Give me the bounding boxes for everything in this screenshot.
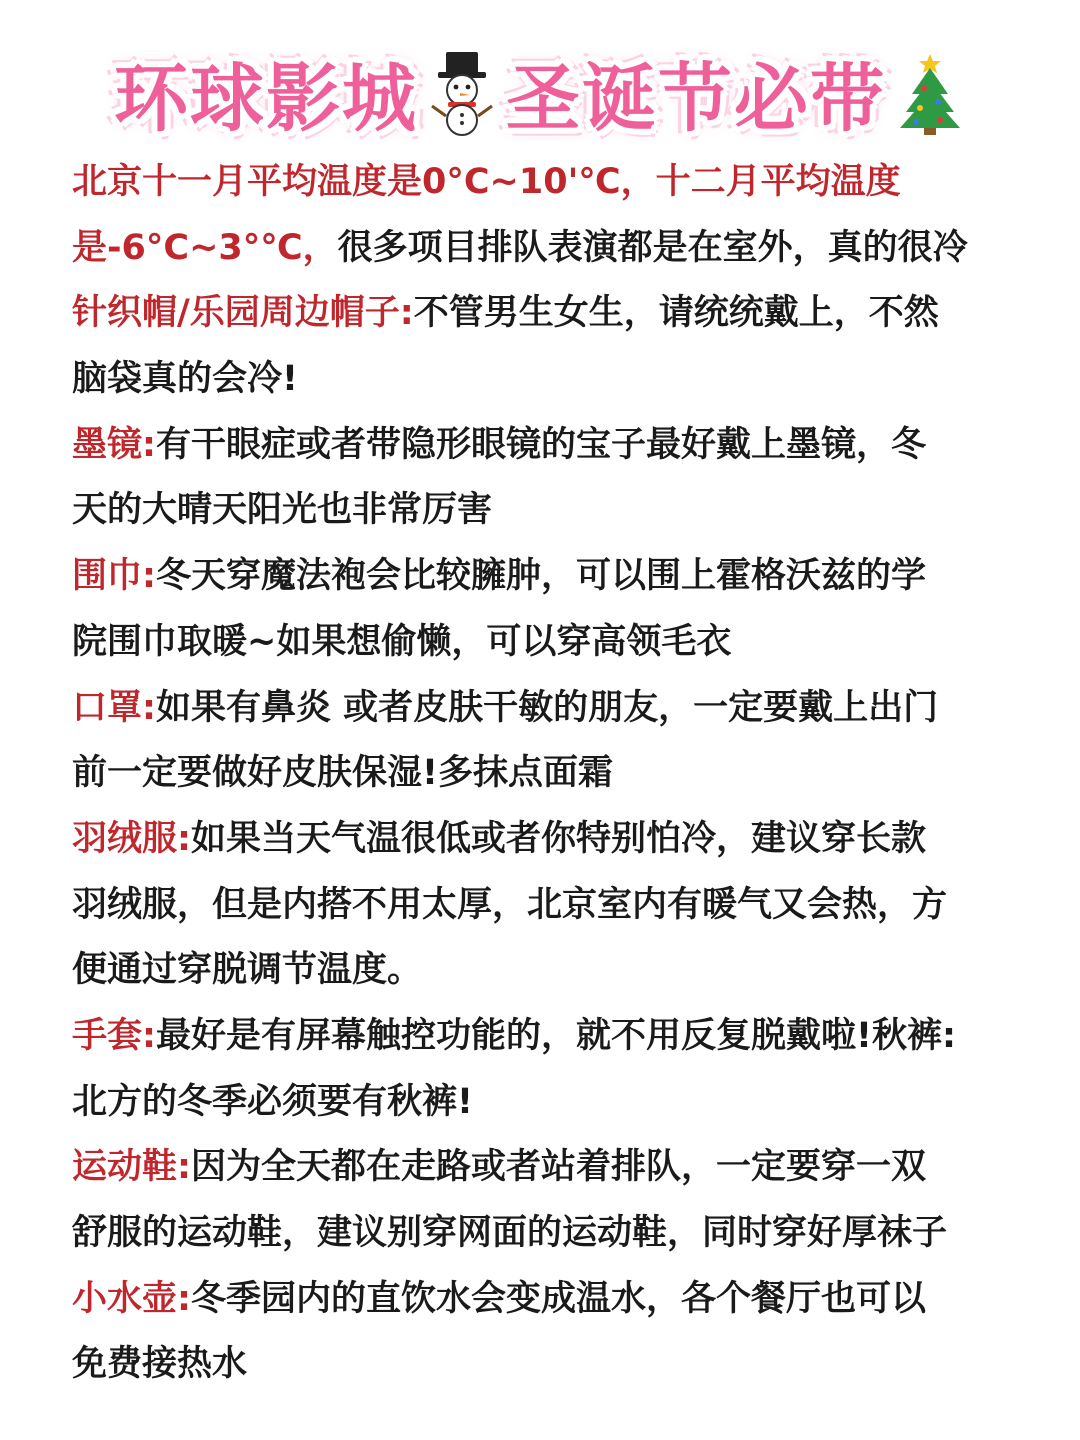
text-line-13: [72, 938, 1032, 1004]
body-text: 不管男生女生，请统统戴上，不然: [413, 293, 939, 334]
keyword: 运动鞋:: [72, 1147, 191, 1188]
christmas-tree-icon: [894, 50, 966, 136]
text-line-9: [72, 676, 1032, 742]
body-text: 前一定要做好皮肤保湿!多抹点面霜: [72, 753, 613, 794]
keyword: 手套:: [72, 1015, 156, 1056]
body-text: 如果当天气温很低或者你特别怕冷，建议穿长款: [191, 818, 927, 859]
body-text: 有干眼症或者带隐形眼镜的宝子最好戴上墨镜，冬: [156, 424, 927, 465]
keyword: 针织帽/乐园周边帽子:: [72, 293, 414, 334]
body-text: 北方的冬季必须要有秋裤!: [72, 1081, 473, 1122]
text-line-4: [72, 347, 1032, 413]
text-line-15: [72, 1070, 1032, 1136]
text-line-10: [72, 741, 1032, 807]
title-part-2: 圣诞节必带: [506, 56, 886, 142]
keyword: 北京十一月平均温度是0°C~10'℃，十二月平均温度: [72, 162, 901, 202]
title-part-1: 环球影城: [114, 56, 418, 142]
text-line-5: [72, 413, 1032, 479]
text-line-2: [72, 216, 1032, 282]
text-line-3: [72, 281, 1032, 347]
text-line-12: [72, 873, 1032, 939]
text-line-18: [72, 1267, 1032, 1333]
text-line-11: [72, 807, 1032, 873]
text-line-14: [72, 1004, 1032, 1070]
body-text: 因为全天都在走路或者站着排队，一定要穿一双: [191, 1147, 927, 1188]
body-text: 很多项目排队表演都是在室外，真的很冷: [337, 227, 968, 268]
body-text: 脑袋真的会冷!: [72, 359, 298, 400]
text-line-1: [72, 150, 1032, 216]
body-text: 舒服的运动鞋，建议别穿网面的运动鞋，同时穿好厚袜子: [72, 1213, 948, 1253]
text-line-19: [72, 1332, 1032, 1398]
body-text: 冬季园内的直饮水会变成温水，各个餐厅也可以: [191, 1278, 927, 1319]
text-line-16: [72, 1135, 1032, 1201]
keyword: 墨镜:: [72, 424, 156, 465]
body-text: 如果有鼻炎 或者皮肤干敏的朋友，一定要戴上出门: [156, 687, 939, 728]
snowman-icon: [426, 50, 498, 136]
text-line-8: [72, 610, 1032, 676]
body-text: 免费接热水: [72, 1344, 248, 1385]
tips-content: [72, 150, 1032, 1398]
title-banner: [0, 38, 1080, 148]
body-text: 冬天穿魔法袍会比较臃肿，可以围上霍格沃兹的学: [156, 556, 927, 597]
keyword: 小水壶:: [72, 1278, 191, 1319]
keyword: 口罩:: [72, 687, 156, 728]
text-line-6: [72, 478, 1032, 544]
text-line-17: [72, 1201, 1032, 1267]
keyword: 羽绒服:: [72, 818, 191, 859]
body-text: 最好是有屏幕触控功能的，就不用反复脱戴啦!秋裤:: [156, 1015, 956, 1056]
text-line-7: [72, 544, 1032, 610]
body-text: 院围巾取暖~如果想偷懒，可以穿高领毛衣: [72, 621, 732, 662]
body-text: 天的大晴天阳光也非常厉害: [72, 490, 493, 531]
keyword: 是-6°C~3°℃，: [72, 227, 338, 268]
keyword: 围巾:: [72, 556, 156, 597]
body-text: 便通过穿脱调节温度。: [72, 950, 423, 991]
body-text: 羽绒服，但是内搭不用太厚，北京室内有暖气又会热，方: [72, 884, 948, 925]
